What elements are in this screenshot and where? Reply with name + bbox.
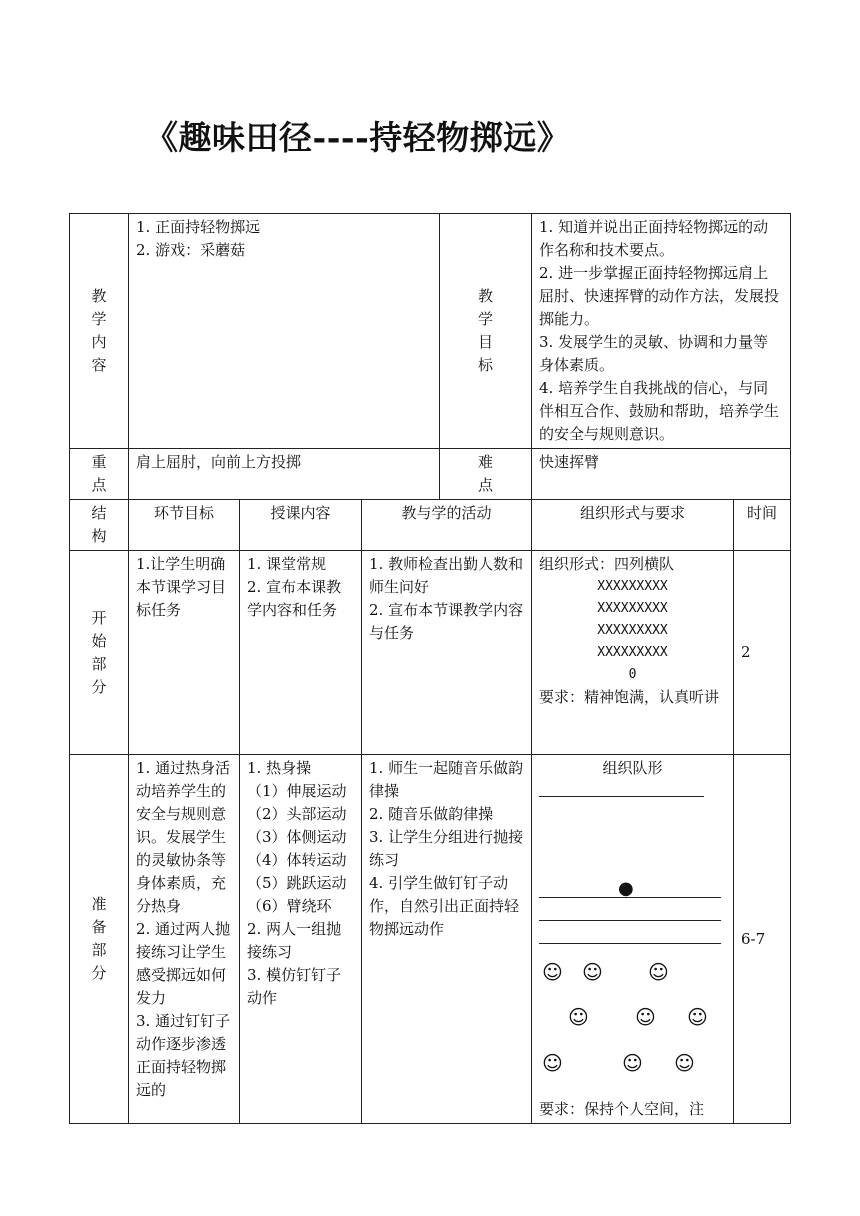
prep-activity-line: 2. 随音乐做韵律操: [369, 805, 494, 823]
start-goal: 1.让学生明确本节课学习目标任务: [136, 555, 227, 619]
prep-goal-line: 3. 通过钉钉子动作逐步渗透正面持轻物掷远的: [136, 1012, 231, 1099]
start-content-cell: [240, 551, 362, 755]
teacher-marker: ●: [618, 878, 634, 899]
student-marker: ☺: [674, 1051, 695, 1075]
header-content: 授课内容: [240, 500, 362, 551]
content-label-cell: [70, 214, 129, 449]
formation-row: XXXXXXXXX: [597, 601, 668, 616]
goal-line: 1. 知道并说出正面持轻物掷远的动作名称和技术要点。: [539, 218, 769, 259]
student-marker: ☺: [542, 960, 563, 984]
lesson-plan-table: [69, 213, 791, 1124]
header-structure-text: 结构: [91, 504, 107, 545]
start-activity-line: 1. 教师检查出勤人数和师生问好: [369, 555, 524, 596]
prep-content-cell: [240, 755, 362, 1124]
prep-label: 准备部分: [91, 895, 107, 982]
prep-activity-cell: [362, 755, 532, 1124]
formation-row: XXXXXXXXX: [597, 645, 668, 660]
teacher-position: 0: [628, 667, 637, 682]
prep-time: 6-7: [741, 929, 766, 948]
student-marker: ☺: [622, 1051, 643, 1075]
goal-line: 3. 发展学生的灵敏、协调和力量等身体素质。: [539, 333, 769, 374]
prep-content-line: （1）伸展运动: [247, 782, 347, 800]
header-activity: 教与学的活动: [362, 500, 532, 551]
start-time-cell: [734, 551, 791, 755]
key-text: 肩上屈肘，向前上方投掷: [136, 453, 302, 471]
formation-diagram: [539, 780, 726, 1098]
goal-label-cell: [440, 214, 532, 449]
start-org-requirement: 要求：精神饱满，认真听讲: [539, 688, 720, 706]
prep-content-line: 3. 模仿钉钉子动作: [247, 966, 342, 1007]
prep-organization-cell: [532, 755, 734, 1124]
key-cell: [129, 449, 440, 500]
start-activity-line: 2. 宣布本节课教学内容与任务: [369, 601, 524, 642]
start-label-cell: [70, 551, 129, 755]
student-marker: ☺: [568, 1005, 589, 1029]
header-structure: [70, 500, 129, 551]
start-content-line: 2. 宣布本课教学内容和任务: [247, 578, 342, 619]
content-line: 2. 游戏：采蘑菇: [136, 241, 246, 259]
prep-section-row: [70, 755, 791, 1124]
prep-content-line: （6）臂绕环: [247, 897, 332, 915]
prep-content-line: （4）体转运动: [247, 851, 347, 869]
prep-content-line: 2. 两人一组抛接练习: [247, 920, 342, 961]
header-organization: 组织形式与要求: [532, 500, 734, 551]
goal-line: 4. 培养学生自我挑战的信心，与同伴相互合作、鼓励和帮助，培养学生的安全与规则意识。: [539, 379, 780, 443]
key-label-cell: [70, 449, 129, 500]
start-activity-cell: [362, 551, 532, 755]
formation-line: [539, 943, 721, 944]
student-marker: ☺: [635, 1005, 656, 1029]
start-section-row: [70, 551, 791, 755]
key-label: 重点: [91, 453, 107, 494]
goal-label: 教学目标: [478, 287, 494, 374]
prep-content-line: （2）头部运动: [247, 805, 347, 823]
start-goal-cell: [129, 551, 240, 755]
prep-content-line: （5）跳跃运动: [247, 874, 347, 892]
student-marker: ☺: [687, 1005, 708, 1029]
prep-goal-line: 1. 通过热身活动培养学生的安全与规则意识。发展学生的灵敏协条等身体素质，充分热身: [136, 759, 231, 915]
content-line: 1. 正面持轻物掷远: [136, 218, 261, 236]
prep-goal-cell: [129, 755, 240, 1124]
student-marker: ☺: [648, 960, 669, 984]
prep-activity-line: 3. 让学生分组进行抛接练习: [369, 828, 524, 869]
page-title: 《趣味田径----持轻物掷远》: [145, 118, 571, 157]
prep-org-title: 组织队形: [602, 759, 663, 777]
prep-time-cell: [734, 755, 791, 1124]
content-cell: [129, 214, 440, 449]
goal-line: 2. 进一步掌握正面持轻物掷远肩上屈肘、快速挥臂的动作方法，发展投掷能力。: [539, 264, 780, 328]
prep-label-cell: [70, 755, 129, 1124]
content-goals-row: [70, 214, 791, 449]
difficulty-text: 快速挥臂: [539, 453, 600, 471]
start-time: 2: [741, 643, 751, 661]
prep-content-line: （3）体侧运动: [247, 828, 347, 846]
content-label: 教学内容: [91, 287, 107, 374]
prep-activity-line: 1. 师生一起随音乐做韵律操: [369, 759, 524, 800]
header-goal: 环节目标: [129, 500, 240, 551]
formation-row: XXXXXXXXX: [597, 579, 668, 594]
prep-goal-line: 2. 通过两人抛接练习让学生感受掷远如何发力: [136, 920, 231, 1007]
start-org-title: 组织形式：四列横队: [539, 555, 675, 573]
formation-line: [539, 920, 721, 921]
prep-org-requirement: 要求：保持个人空间，注: [539, 1100, 705, 1118]
formation-line: [539, 796, 704, 797]
goal-cell: [532, 214, 791, 449]
start-organization-cell: [532, 551, 734, 755]
start-label: 开始部分: [91, 608, 107, 696]
student-marker: ☺: [542, 1051, 563, 1075]
start-content-line: 1. 课堂常规: [247, 555, 327, 573]
prep-activity-line: 4. 引学生做钉钉子动作，自然引出正面持轻物掷远动作: [369, 874, 520, 938]
formation-row: XXXXXXXXX: [597, 623, 668, 638]
key-points-row: [70, 449, 791, 500]
prep-content-line: 1. 热身操: [247, 759, 312, 777]
header-row: [70, 500, 791, 551]
student-marker: ☺: [582, 960, 603, 984]
difficulty-cell: [532, 449, 791, 500]
difficulty-label-cell: [440, 449, 532, 500]
header-time: 时间: [734, 500, 791, 551]
difficulty-label: 难点: [478, 453, 494, 494]
